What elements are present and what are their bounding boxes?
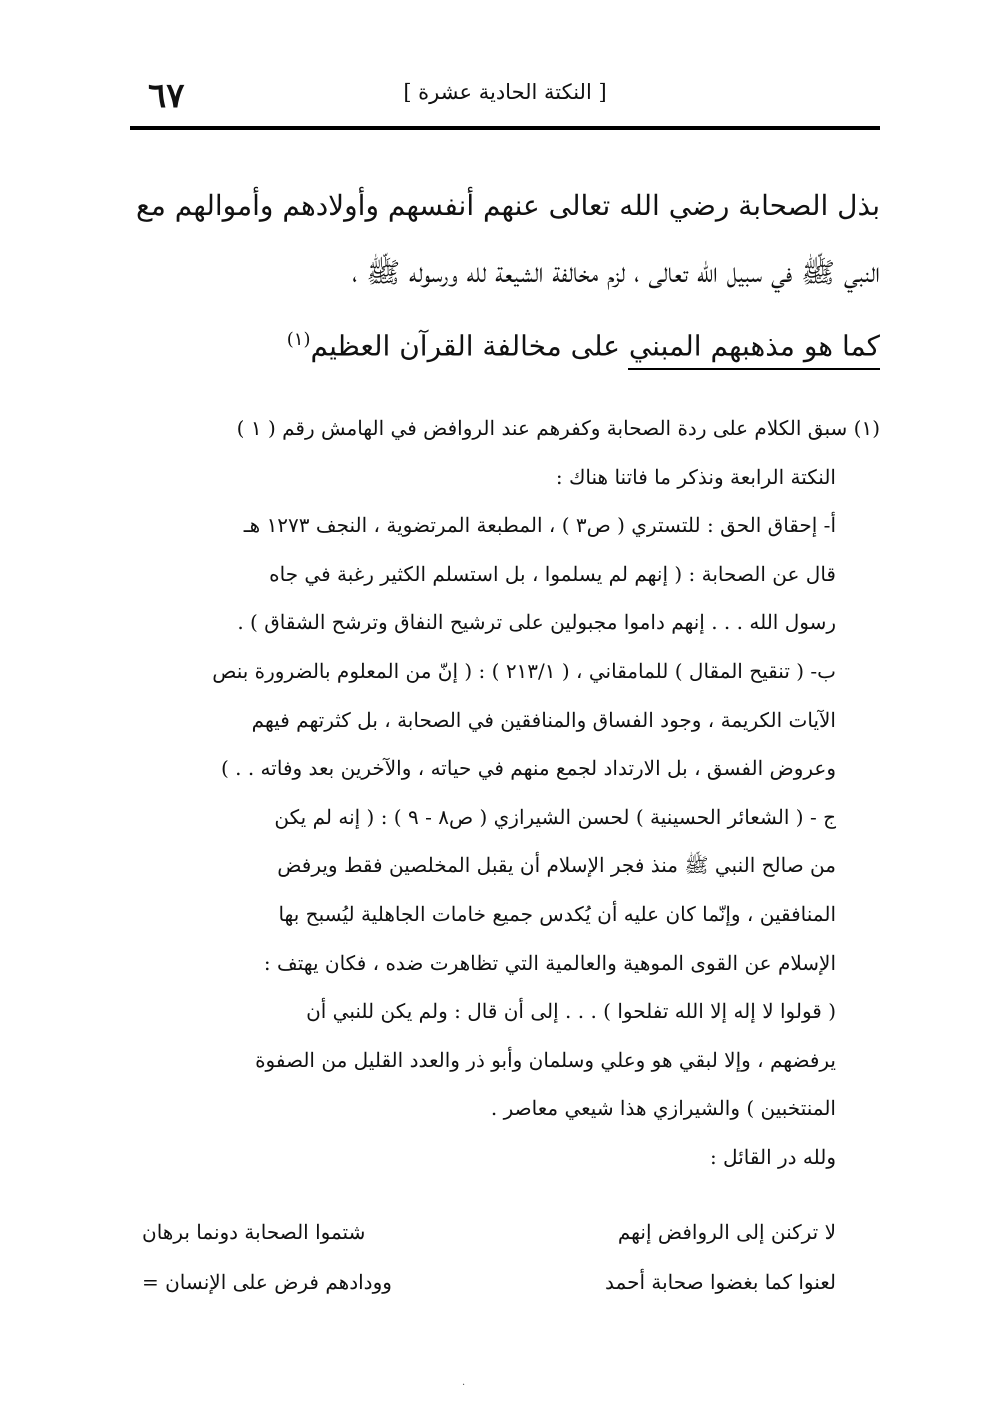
main-text-line xyxy=(130,306,880,373)
footnote-line: المنافقين ، وإنّما كان عليه أن يُكدس جميع خامات الجاهلية ليُسبح بها xyxy=(278,901,836,926)
poem-verse xyxy=(130,1212,880,1262)
verse-first-hemistich: لعنوا كما بغضوا صحابة أحمد xyxy=(605,1270,836,1294)
footnote-line: وعروض الفسق ، بل الارتداد لجمع منهم في حياته ، والآخرين بعد وفاته . . ) xyxy=(220,756,836,781)
running-title: [ النكتة الحادية عشرة ] xyxy=(403,80,607,104)
main-text xyxy=(130,172,880,373)
header-rule xyxy=(130,126,880,130)
footnote-line: قال عن الصحابة : ( إنهم لم يسلموا ، بل استسلم الكثير رغبة في جاه xyxy=(269,561,836,586)
footnote-line: المنتخبين ) والشيرازي هذا شيعي معاصر . xyxy=(490,1096,836,1121)
verse-second-hemistich: شتموا الصحابة دونما برهان xyxy=(142,1220,366,1244)
poem xyxy=(130,1212,880,1312)
footnote-line: يرفضهم ، وإلا لبقي هو وعلي وسلمان وأبو ذر والعدد القليل من الصفوة xyxy=(255,1047,836,1072)
footnote-line: رسول الله . . . إنهم داموا مجبولين على ترشيح النفاق وترشح الشقاق ) . xyxy=(237,610,836,635)
footnote-line: ولله در القائل : xyxy=(709,1144,836,1169)
page-bottom-mark: · xyxy=(462,1380,466,1391)
footnote-line: من صالح النبي ﷺ منذ فجر الإسلام أن يقبل المخلصين فقط ويرفض xyxy=(277,853,836,878)
footnote-separator xyxy=(628,368,880,370)
footnote-line: أ- إحقاق الحق : للتستري ( ص٣ ) ، المطبعة المرتضوية ، النجف ١٢٧٣ هـ xyxy=(243,513,836,538)
verse-first-hemistich: لا تركنن إلى الروافض إنهم xyxy=(617,1220,836,1244)
footnote-line: الإسلام عن القوى الموهية والعالمية التي تظاهرت ضده ، فكان يهتف : xyxy=(263,950,836,975)
footnote-line: ب- ( تنقيح المقال ) للمامقاني ، ( ٢١٣/١ ) : ( إنّ من المعلوم بالضرورة بنص xyxy=(212,658,836,683)
main-text-line: النبي ﷺ في سبيل الله تعالى ، لزم مخالفة الشيعة لله ورسوله ﷺ ، xyxy=(352,256,880,289)
footnote-line: النكتة الرابعة ونذكر ما فاتنا هناك : xyxy=(555,464,836,489)
main-text-line-content: كما هو مذهبهم المبني على مخالفة القرآن العظيم xyxy=(310,329,880,363)
page-header xyxy=(130,70,880,120)
footnote-line: ( قولوا لا إله إلا الله تفلحوا ) . . . إلى أن قال : ولم يكن للنبي أن xyxy=(306,999,836,1024)
footnote-line: (١) سبق الكلام على ردة الصحابة وكفرهم عند الروافض في الهامش رقم ( ١ ) xyxy=(236,416,880,440)
footnote-reference: (١) xyxy=(286,329,311,350)
verse-second-hemistich: وودادهم فرض على الإنسان = xyxy=(142,1270,392,1294)
page-number: ٦٧ xyxy=(148,76,185,116)
footnote-line: ج - ( الشعائر الحسينية ) لحسن الشيرازي ( ص٨ - ٩ ) : ( إنه لم يكن xyxy=(274,804,836,829)
footnotes xyxy=(130,404,880,1182)
footnote-line: الآيات الكريمة ، وجود الفساق والمنافقين في الصحابة ، بل كثرتهم فيهم xyxy=(251,707,836,732)
main-text-line: بذل الصحابة رضي الله تعالى عنهم أنفسهم وأولادهم وأموالهم مع xyxy=(136,189,880,222)
poem-verse xyxy=(130,1262,880,1312)
